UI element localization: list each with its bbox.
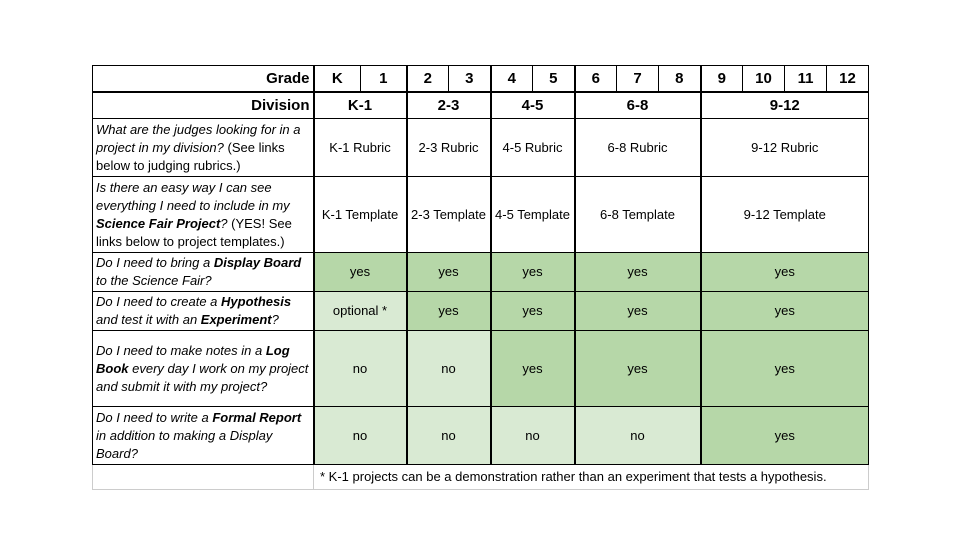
question-text: (See links below to judging rubrics.) — [96, 139, 285, 173]
judges-question — [93, 119, 314, 177]
rubric-cell: 9-12 Rubric — [701, 119, 869, 177]
display-board-row — [93, 253, 869, 292]
answer-cell: no — [407, 407, 491, 465]
question-text: Is there an easy way I can see everything I need to include in my — [96, 179, 290, 213]
question-text: Do I need to make notes in a — [96, 342, 266, 358]
templates-question — [93, 177, 314, 253]
answer-cell: no — [575, 407, 701, 465]
template-cell: 9-12 Template — [701, 177, 869, 253]
grade-cell: 8 — [659, 66, 701, 93]
question-emphasis: Formal Report — [212, 409, 302, 425]
answer-cell: yes — [314, 253, 407, 292]
grade-cell: 7 — [617, 66, 659, 93]
question-text: (YES! See links below to project templates.) — [96, 215, 292, 249]
answer-cell: yes — [407, 253, 491, 292]
grade-cell: 5 — [533, 66, 575, 93]
answer-cell: yes — [701, 407, 869, 465]
question-text: ? — [271, 312, 279, 327]
rubric-cell: K-1 Rubric — [314, 119, 407, 177]
grade-cell: 4 — [491, 66, 533, 93]
footnote-row — [93, 465, 869, 490]
templates-row — [93, 177, 869, 253]
answer-cell: yes — [701, 331, 869, 407]
answer-cell: yes — [407, 292, 491, 331]
grade-cell: K — [314, 66, 361, 93]
question-emphasis: Display Board — [213, 255, 302, 270]
formal-report-row — [93, 407, 869, 465]
answer-cell: yes — [491, 331, 575, 407]
grade-row — [93, 66, 869, 93]
answer-cell: optional * — [314, 292, 407, 331]
answer-cell: yes — [491, 253, 575, 292]
answer-cell: yes — [575, 292, 701, 331]
grade-cell: 1 — [361, 66, 407, 93]
division-row — [93, 92, 869, 119]
division-label: Division — [93, 92, 314, 119]
answer-cell: no — [314, 407, 407, 465]
template-cell: K-1 Template — [314, 177, 407, 253]
grade-cell: 3 — [449, 66, 491, 93]
question-text: What are the judges looking for in a project in my division? — [96, 121, 301, 155]
question-emphasis: Log Book — [96, 342, 290, 376]
question-text: every day I work on my project and submit it with my project? — [96, 360, 309, 394]
hypothesis-question — [93, 292, 314, 331]
display-board-question — [93, 253, 314, 292]
formal-report-question — [93, 407, 314, 465]
rubric-cell: 2-3 Rubric — [407, 119, 491, 177]
question-text: in addition to making a Display Board? — [96, 427, 273, 461]
grade-cell: 2 — [407, 66, 449, 93]
question-emphasis: Science Fair Project — [96, 215, 221, 231]
answer-cell: yes — [701, 253, 869, 292]
rubric-cell: 4-5 Rubric — [491, 119, 575, 177]
grade-cell: 12 — [827, 66, 869, 93]
rubric-cell: 6-8 Rubric — [575, 119, 701, 177]
grade-cell: 9 — [701, 66, 743, 93]
division-cell: 9-12 — [701, 92, 869, 119]
judges-row — [93, 119, 869, 177]
log-book-question — [93, 331, 314, 407]
question-text: Do I need to bring a — [96, 255, 214, 270]
question-text: to the Science Fair? — [96, 273, 212, 288]
question-emphasis: Experiment — [200, 312, 272, 327]
question-emphasis: Hypothesis — [221, 294, 292, 309]
division-cell: 6-8 — [575, 92, 701, 119]
footnote: * K-1 projects can be a demonstration rather than an experiment that tests a hypothesis. — [314, 465, 869, 490]
template-cell: 4-5 Template — [491, 177, 575, 253]
question-text: Do I need to write a — [96, 409, 213, 425]
answer-cell: no — [407, 331, 491, 407]
answer-cell: no — [491, 407, 575, 465]
question-text: Do I need to create a — [96, 294, 222, 309]
grade-label: Grade — [93, 66, 314, 93]
grade-cell: 6 — [575, 66, 617, 93]
template-cell: 2-3 Template — [407, 177, 491, 253]
footnote-spacer — [93, 465, 314, 490]
answer-cell: yes — [491, 292, 575, 331]
division-cell: 4-5 — [491, 92, 575, 119]
question-text: ? — [220, 215, 228, 231]
division-cell: K-1 — [314, 92, 407, 119]
answer-cell: yes — [575, 331, 701, 407]
template-cell: 6-8 Template — [575, 177, 701, 253]
hypothesis-row — [93, 292, 869, 331]
grade-cell: 10 — [743, 66, 785, 93]
answer-cell: yes — [701, 292, 869, 331]
science-fair-requirements-table — [92, 65, 869, 490]
log-book-row — [93, 331, 869, 407]
question-text: and test it with an — [96, 312, 201, 327]
grade-cell: 11 — [785, 66, 827, 93]
answer-cell: yes — [575, 253, 701, 292]
division-cell: 2-3 — [407, 92, 491, 119]
answer-cell: no — [314, 331, 407, 407]
